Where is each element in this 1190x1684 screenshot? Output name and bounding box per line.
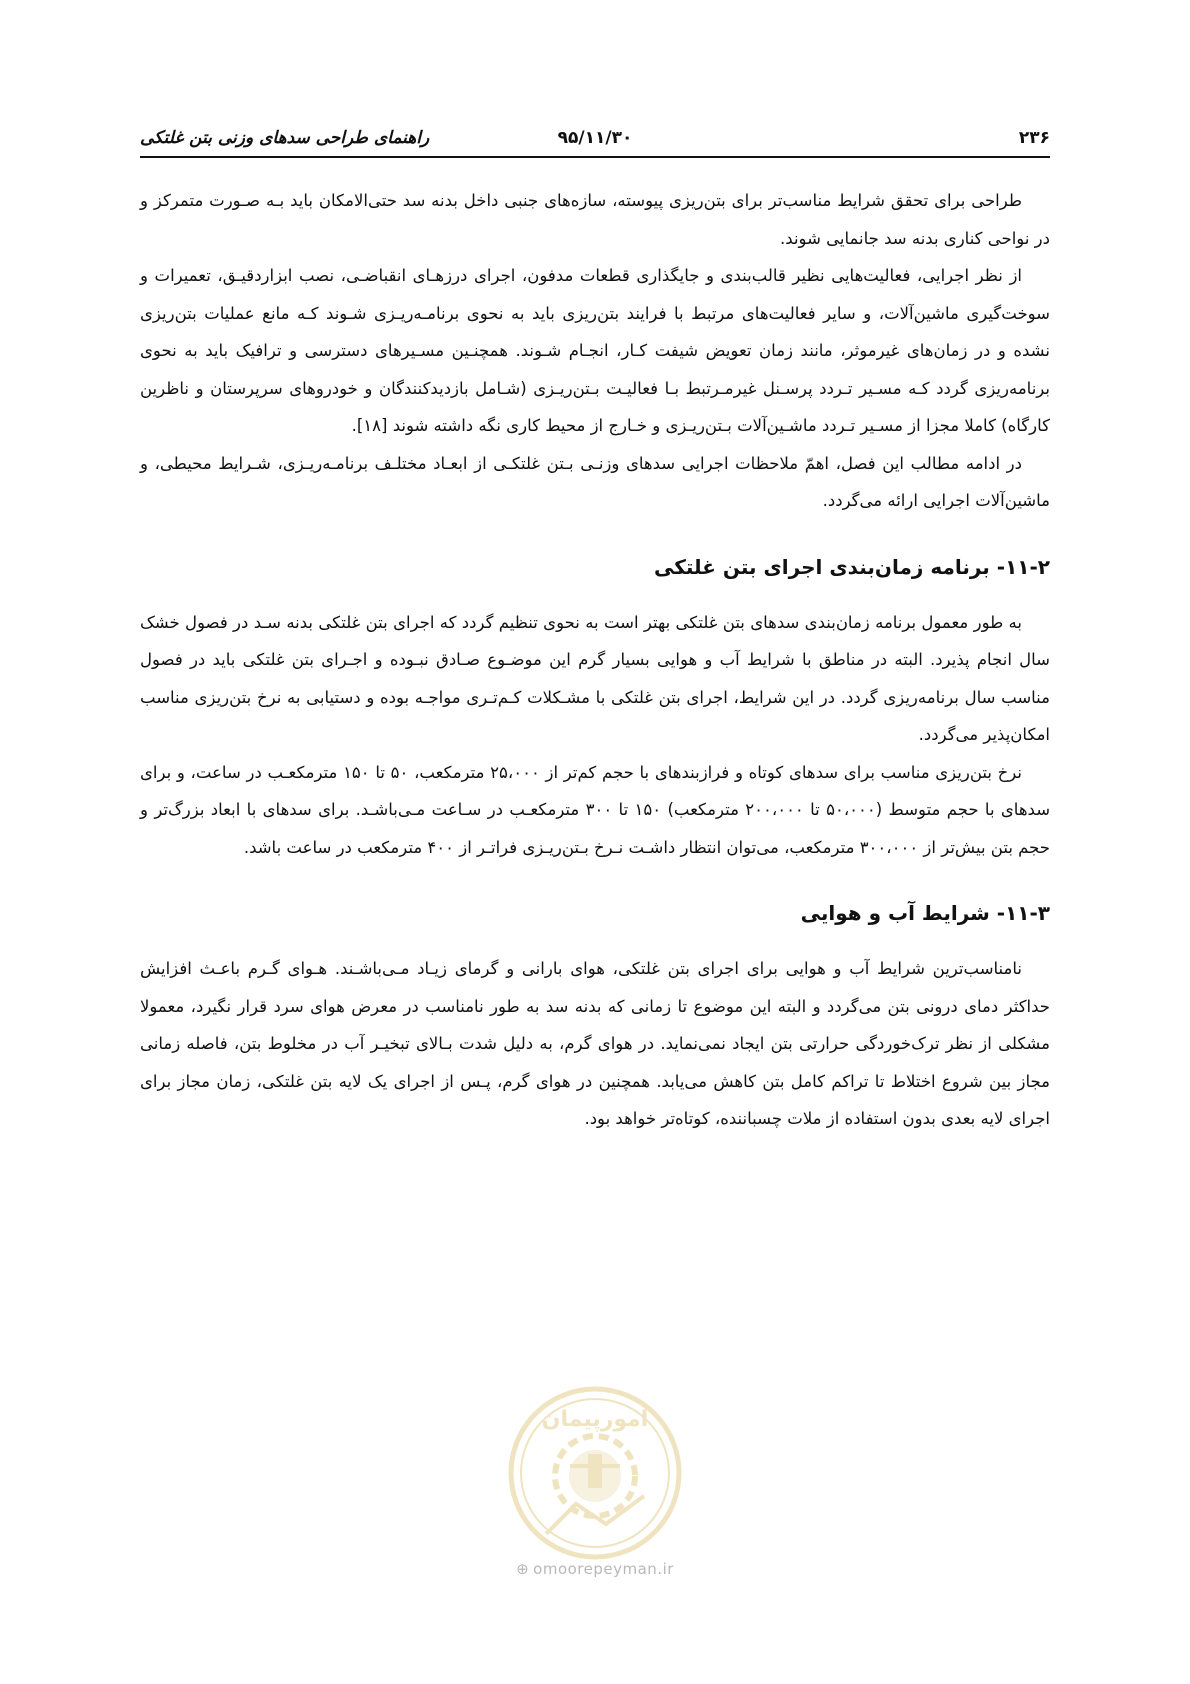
watermark-site <box>0 1560 1190 1578</box>
paragraph-1: طراحی برای تحقق شرایط مناسب‌تر برای بتن‌ریزی پیوسته، سازه‌های جنبی داخل بدنه سد حتی‌الامکان باید بـه صـورت متمرکز و در نواحی کناری بدنه سد جانمایی شوند. <box>140 191 1050 248</box>
page-header <box>140 122 1050 158</box>
paragraph-4: به طور معمول برنامه زمان‌بندی سدهای بتن غلتکی بهتر است به نحوی تنظیم گردد که اجرای بتن غلتکی بدنه سـد در فصول خشک سال انجام پذیرد. البته در مناطق با شرایط آب و هوایی بسیار گرم این موضـوع صـادق نبـوده و اجـرای بتن غلتکی باید در فصول مناسب سال برنامه‌ریزی گردد. در این شرایط، اجرای بتن غلتکی با مشـکلات کـم‌تـری مواجـه بوده و دستیابی به نرخ بتن‌ریزی مناسب امکان‌پذیر می‌گردد. <box>140 612 1050 744</box>
page-body <box>140 182 1050 1138</box>
paragraph-2: از نظر اجرایی، فعالیت‌هایی نظیر قالب‌بندی و جایگذاری قطعات مدفون، اجرای درزهـای انقباضـی، نصب ابزاردقیـق، تعمیرات و سوخت‌گیری ماشین‌آلات، و سایر فعالیت‌های مرتبط با فرایند بتن‌ریزی باید به نحوی برنامـه‌ریـزی شـوند کـه مانع عملیات بتن‌ریزی نشده و در زمان‌های غیرموثر، مانند زمان تعویض شیفت کـار، انجـام شـوند. همچنـین مسـیرهای دسترسی و ترافیک باید به نحوی برنامه‌ریزی گردد کـه مسـیر تـردد پرسـنل غیرمـرتبط بـا فعالیـت بـتن‌ریـزی (شـامل بازدیدکنندگان و خودروهای سرپرستان و ناظرین کارگاه) کاملا مجزا از مسـیر تـردد ماشـین‌آلات بـتن‌ریـزی و خـارج از محیط کاری نگه داشته شوند [۱۸]. <box>140 266 1050 435</box>
watermark-site-url: omoorepeyman.ir <box>533 1560 674 1578</box>
paragraph-6: نامناسب‌ترین شرایط آب و هوایی برای اجرای بتن غلتکی، هوای بارانی و گرمای زیـاد مـی‌باشـند. هـوای گـرم باعـث افزایش حداکثر دمای درونی بتن می‌گردد و البته این موضوع تا زمانی که بدنه سد به طور نامناسب در معرض هوای سرد قرار نگیرد، معمولا مشکلی از نظر ترک‌خوردگی حرارتی بتن ایجاد نمی‌نماید. در هوای گرم، به دلیل شدت بـالای تبخیـر آب در مخلوط بتن، فاصله زمانی مجاز بین شروع اختلاط تا تراکم کامل بتن کاهش می‌یابد. همچنین در هوای گرم، پـس از اجرای یک لایه بتن غلتکی، زمان مجاز برای اجرای لایه بعدی بدون استفاده از ملات چسباننده، کوتاه‌تر خواهد بود. <box>140 959 1050 1128</box>
globe-icon: ⊕ <box>516 1560 530 1578</box>
section-heading-2: ۱۱-۲- برنامه زمان‌بندی اجرای بتن غلتکی <box>654 554 1050 579</box>
book-title: راهنمای طراحی سدهای وزنی بتن غلتکی <box>140 128 430 148</box>
watermark-logo-icon <box>506 1384 684 1562</box>
paragraph-3: در ادامه مطالب این فصل، اهمّ ملاحظات اجرایی سدهای وزنـی بـتن غلتکـی از ابعـاد مختلـف برنامـه‌ریـزی، شـرایط محیطی، و ماشین‌آلات اجرایی ارائه می‌گردد. <box>140 453 1050 510</box>
watermark-logo-text: امورپیمان <box>541 1407 649 1432</box>
header-date: ۹۵/۱۱/۳۰ <box>557 128 633 148</box>
section-heading-3: ۱۱-۳- شرایط آب و هوایی <box>800 901 1050 925</box>
paragraph-5: نرخ بتن‌ریزی مناسب برای سدهای کوتاه و فرازبندهای با حجم کم‌تر از ۲۵،۰۰۰ مترمکعب، ۵۰ تا ۱۵۰ مترمکعـب در ساعت، و برای سدهای با حجم متوسط (۵۰،۰۰۰ تا ۲۰۰،۰۰۰ مترمکعب) ۱۵۰ تا ۳۰۰ مترمکعـب در سـاعت مـی‌باشـد. برای سدهای با ابعاد بزرگ‌تر و حجم بتن بیش‌تر از ۳۰۰،۰۰۰ مترمکعب، می‌توان انتظار داشـت نـرخ بـتن‌ریـزی فراتـر از ۴۰۰ مترمکعب در ساعت باشد. <box>140 762 1051 857</box>
page-number: ۲۳۶ <box>1018 128 1050 148</box>
